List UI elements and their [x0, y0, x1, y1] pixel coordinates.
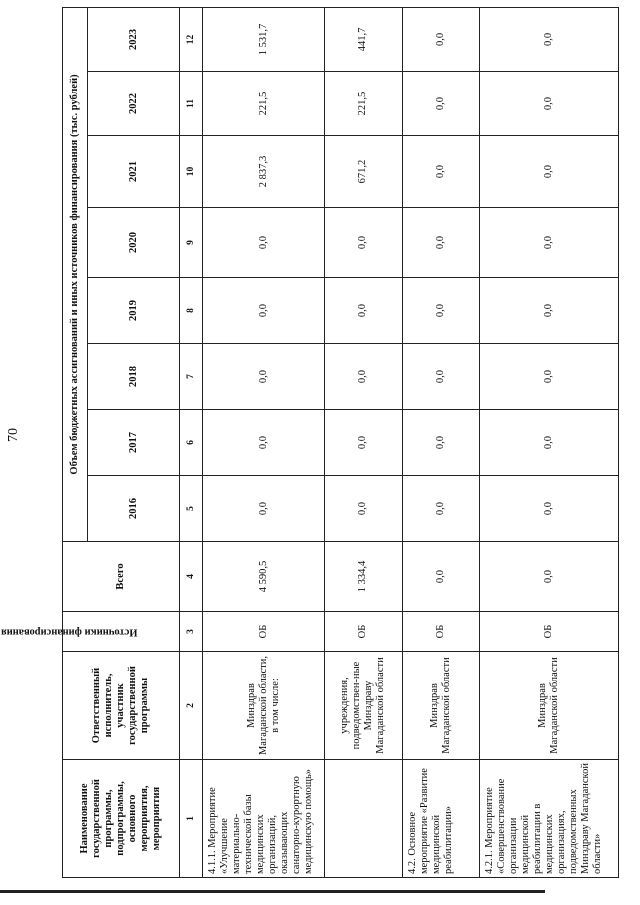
row-source: ОБ	[203, 612, 325, 652]
header-year-2018: 2018	[88, 344, 180, 410]
row-value-2016: 0,0	[479, 476, 618, 542]
header-source-text: Источники финансирования	[1, 626, 138, 638]
row-total: 1 334,4	[325, 542, 402, 612]
row-source: ОБ	[402, 612, 479, 652]
row-value-2022: 221,5	[325, 72, 402, 136]
row-value-2023: 0,0	[479, 7, 618, 71]
row-value-2016: 0,0	[203, 476, 325, 542]
row-name: 4.1.1. Мероприятие «Улучшение материально-технической базы медицинских организаций, оказывающих санаторно-курортную медицинскую помощь»	[203, 760, 325, 878]
column-number: 4	[180, 542, 203, 612]
column-number: 1	[180, 760, 203, 878]
row-value-2023: 0,0	[402, 7, 479, 71]
table-row	[479, 7, 618, 877]
column-numbers-row	[180, 7, 203, 877]
row-value-2022: 0,0	[479, 72, 618, 136]
table-row	[325, 7, 402, 877]
row-executor: Минздрав Магаданской области	[479, 652, 618, 760]
row-value-2023: 441,7	[325, 7, 402, 71]
row-value-2022: 221,5	[203, 72, 325, 136]
column-number: 7	[180, 344, 203, 410]
row-source: ОБ	[325, 612, 402, 652]
row-value-2019: 0,0	[479, 278, 618, 344]
row-value-2021: 0,0	[479, 136, 618, 208]
row-value-2020: 0,0	[325, 208, 402, 278]
row-value-2018: 0,0	[203, 344, 325, 410]
header-executor: Ответственный исполнитель, участник государственной программы	[63, 652, 180, 760]
row-value-2019: 0,0	[325, 278, 402, 344]
row-name	[325, 760, 402, 878]
row-name: 4.2.1. Мероприятие «Совершенствование организации медицинской реабилитации в медицинских организациях, подведомственных Минздраву Магаданской области»	[479, 760, 618, 878]
column-number: 3	[180, 612, 203, 652]
column-number: 8	[180, 278, 203, 344]
row-value-2017: 0,0	[402, 410, 479, 476]
row-value-2017: 0,0	[479, 410, 618, 476]
column-number: 11	[180, 72, 203, 136]
column-number: 10	[180, 136, 203, 208]
row-value-2017: 0,0	[325, 410, 402, 476]
table-row	[203, 7, 325, 877]
header-source	[1, 612, 180, 652]
row-executor: Минздрав Магаданской области, в том числе:	[203, 652, 325, 760]
bottom-rule	[0, 890, 545, 893]
row-value-2021: 0,0	[402, 136, 479, 208]
header-total: Всего	[63, 542, 180, 612]
header-year-2020: 2020	[88, 208, 180, 278]
column-number: 6	[180, 410, 203, 476]
header-year-2021: 2021	[88, 136, 180, 208]
row-total: 0,0	[479, 542, 618, 612]
row-value-2023: 1 531,7	[203, 7, 325, 71]
row-value-2020: 0,0	[479, 208, 618, 278]
row-value-2020: 0,0	[402, 208, 479, 278]
row-total: 0,0	[402, 542, 479, 612]
row-value-2021: 671,2	[325, 136, 402, 208]
header-year-2022: 2022	[88, 72, 180, 136]
row-executor: учреждения, подведомствен-ные Минздраву Магаданской области	[325, 652, 402, 760]
funding-table-rotated	[1, 8, 614, 878]
header-funding-group: Объем бюджетных ассигнований и иных источников финансирования (тыс. рублей)	[63, 7, 88, 541]
header-year-2017: 2017	[88, 410, 180, 476]
row-total: 4 590,5	[203, 542, 325, 612]
column-number: 5	[180, 476, 203, 542]
column-number: 12	[180, 7, 203, 71]
header-year-2016: 2016	[88, 476, 180, 542]
row-name: 4.2. Основное мероприятие «Развитие медицинской реабилитации»	[402, 760, 479, 878]
row-value-2022: 0,0	[402, 72, 479, 136]
row-value-2019: 0,0	[402, 278, 479, 344]
row-value-2021: 2 837,3	[203, 136, 325, 208]
column-number: 2	[180, 652, 203, 760]
row-value-2018: 0,0	[325, 344, 402, 410]
row-value-2016: 0,0	[325, 476, 402, 542]
row-value-2018: 0,0	[479, 344, 618, 410]
row-value-2016: 0,0	[402, 476, 479, 542]
row-value-2020: 0,0	[203, 208, 325, 278]
header-year-2023: 2023	[88, 7, 180, 71]
header-year-2019: 2019	[88, 278, 180, 344]
row-value-2018: 0,0	[402, 344, 479, 410]
row-value-2017: 0,0	[203, 410, 325, 476]
table-body	[203, 7, 619, 877]
funding-table	[1, 7, 619, 878]
row-executor: Минздрав Магаданской области	[402, 652, 479, 760]
row-source: ОБ	[479, 612, 618, 652]
header-name: Наименование государственной программы, подпрограммы, основного мероприятия, мероприятия	[63, 760, 180, 878]
table-row	[402, 7, 479, 877]
row-value-2019: 0,0	[203, 278, 325, 344]
column-number: 9	[180, 208, 203, 278]
